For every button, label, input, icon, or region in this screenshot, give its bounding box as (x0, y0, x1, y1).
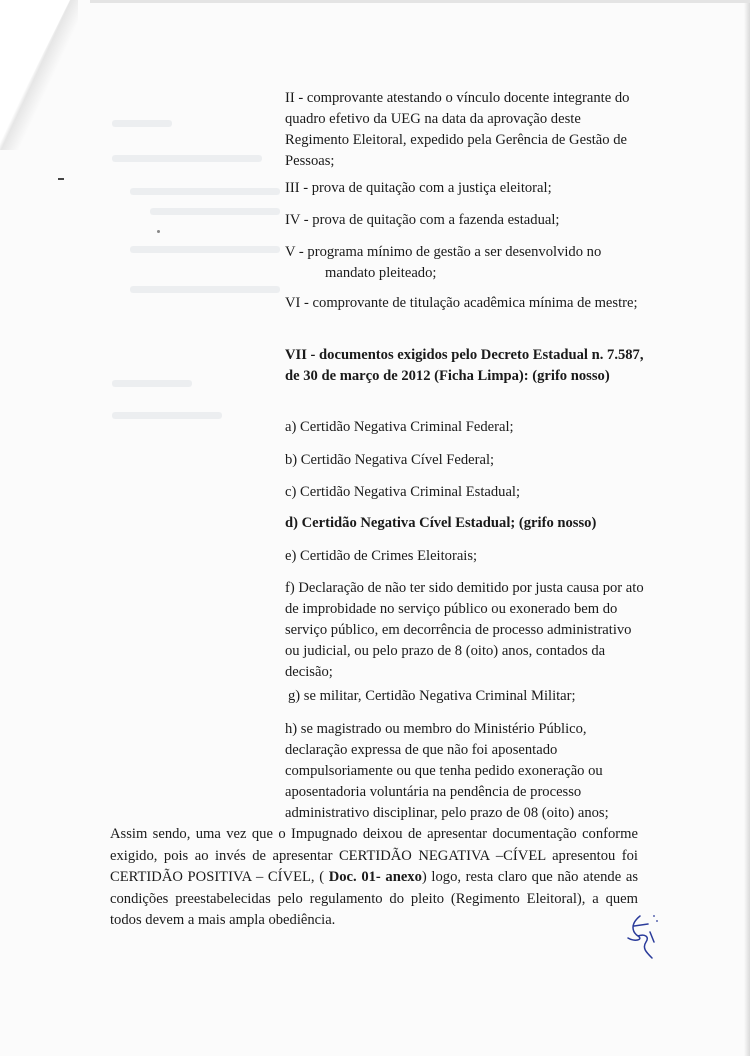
item-c: c) Certidão Negativa Criminal Estadual; (285, 484, 521, 500)
closing-text-2: ) logo, resta claro que não atende as condições preestabelecidas pelo regulamento do pleito (Regimento Eleitoral), a quem todos devem a mais ampla obediência. (110, 869, 638, 928)
item-vi: VI - comprovante de titulação acadêmica mínima de mestre; (285, 295, 638, 311)
item-v (285, 242, 645, 284)
item-v-line2: mandato pleiteado; (325, 265, 437, 281)
page-top-edge (90, 0, 750, 3)
show-through-mark (130, 188, 280, 195)
show-through-mark (150, 208, 280, 215)
scan-speck (58, 178, 64, 180)
item-v-line1: V - programa mínimo de gestão a ser desenvolvido no (285, 244, 602, 260)
folded-corner (0, 0, 70, 140)
scan-speck (157, 230, 160, 233)
closing-doc-reference: Doc. 01- anexo (328, 869, 422, 885)
show-through-mark (112, 120, 172, 127)
show-through-mark (112, 155, 262, 162)
handwritten-initial-signature (620, 912, 660, 962)
closing-text-1: Assim sendo, uma vez que o Impugnado deixou de apresentar documentação conforme exigido, pois ao invés de apresentar CERTIDÃO NEGATIVA –CÍVEL apresentou foi CERTIDÃO POSITIVA – CÍVEL, ( (110, 826, 638, 885)
item-e: e) Certidão de Crimes Eleitorais; (285, 548, 478, 564)
item-g: g) se militar, Certidão Negativa Criminal Militar; (288, 688, 576, 704)
item-vii: VII - documentos exigidos pelo Decreto Estadual n. 7.587, de 30 de março de 2012 (Ficha Limpa): (grifo nosso) (285, 347, 644, 384)
item-iii: III - prova de quitação com a justiça eleitoral; (285, 180, 552, 196)
closing-paragraph (110, 824, 638, 932)
item-h: h) se magistrado ou membro do Ministério Público, declaração expressa de que não foi aposentado compulsoriamente ou que tenha pedido exoneração ou aposentadoria voluntária na pendência de processo administrativo disciplinar, pelo prazo de 08 (oito) anos; (285, 721, 609, 821)
item-iv: IV - prova de quitação com a fazenda estadual; (285, 212, 560, 228)
item-a: a) Certidão Negativa Criminal Federal; (285, 419, 514, 435)
show-through-mark (112, 380, 192, 387)
show-through-mark (130, 286, 280, 293)
show-through-mark (112, 412, 222, 419)
item-b: b) Certidão Negativa Cível Federal; (285, 452, 495, 468)
item-d: d) Certidão Negativa Cível Estadual; (grifo nosso) (285, 515, 597, 531)
page-right-edge (744, 0, 750, 1056)
item-ii: II - comprovante atestando o vínculo docente integrante do quadro efetivo da UEG na data da aprovação deste Regimento Eleitoral, expedido pela Gerência de Gestão de Pessoas; (285, 90, 630, 169)
show-through-mark (130, 246, 280, 253)
item-f: f) Declaração de não ter sido demitido por justa causa por ato de improbidade no serviço público ou exonerado bem do serviço público, em decorrência de processo administrativo ou judicial, ou pelo prazo de 8 (oito) anos, contados da decisão; (285, 580, 644, 680)
